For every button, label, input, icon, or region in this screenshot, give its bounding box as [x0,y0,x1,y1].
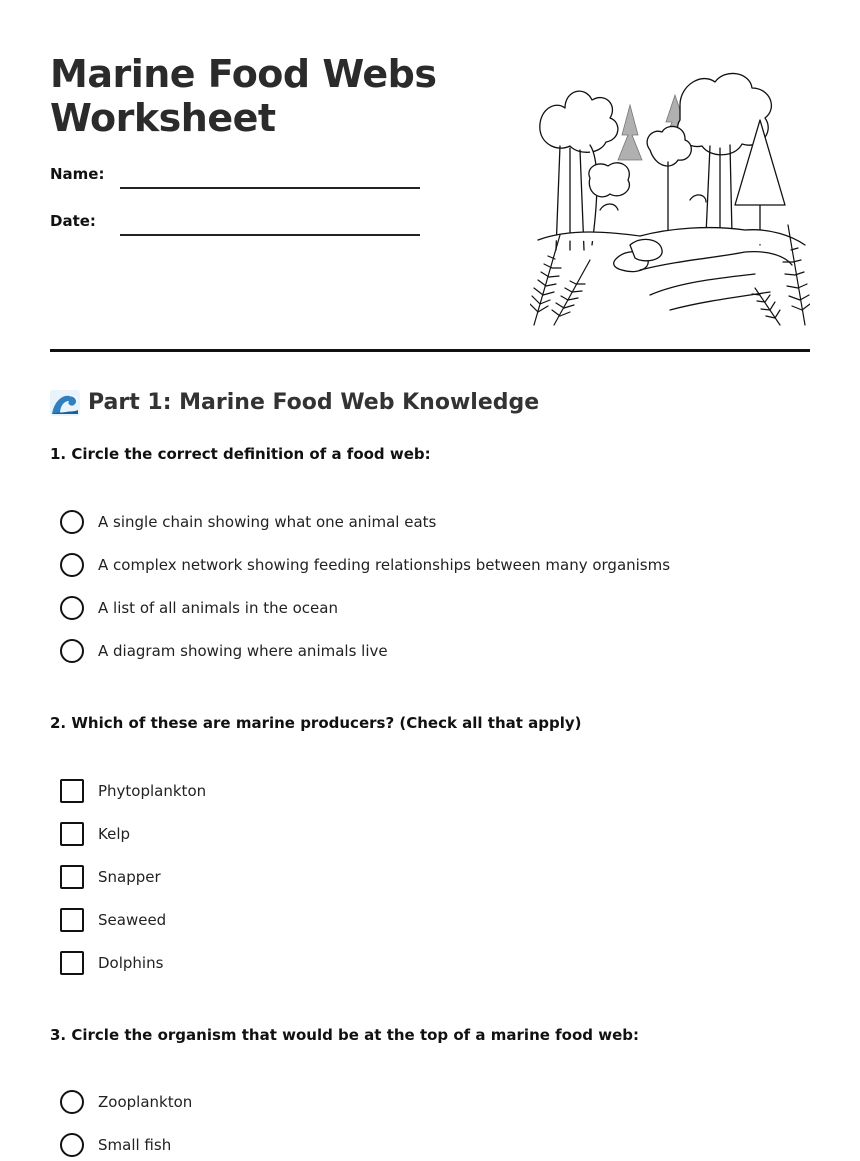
radio-circle[interactable] [60,639,84,663]
option-label: Zooplankton [98,1093,193,1111]
q1-option-b[interactable] [60,552,670,578]
checkbox[interactable] [60,865,84,889]
radio-circle[interactable] [60,510,84,534]
header-divider [50,349,810,352]
q2-option-snapper[interactable] [60,864,161,890]
part1-heading [50,388,539,418]
ocean-wave-icon [50,390,80,416]
checkbox[interactable] [60,951,84,975]
name-label: Name: [50,165,105,183]
option-label: Kelp [98,825,131,843]
option-label: Dolphins [98,954,164,972]
date-label: Date: [50,212,96,230]
q1-option-c[interactable] [60,595,338,621]
option-label: A list of all animals in the ocean [98,599,338,617]
q3-option-small-fish[interactable] [60,1132,171,1158]
question-1-prompt: 1. Circle the correct definition of a food web: [50,445,431,463]
option-label: Seaweed [98,911,167,929]
checkbox[interactable] [60,822,84,846]
radio-circle[interactable] [60,596,84,620]
date-field[interactable] [120,234,420,236]
q2-option-dolphins[interactable] [60,950,163,976]
q2-option-seaweed[interactable] [60,907,166,933]
name-field[interactable] [120,187,420,189]
part1-heading-text: Part 1: Marine Food Web Knowledge [88,390,540,415]
q2-option-kelp[interactable] [60,821,130,847]
option-label: Snapper [98,868,161,886]
q1-option-d[interactable] [60,638,388,664]
q2-option-phytoplankton[interactable] [60,778,206,804]
worksheet-title: Marine Food Webs Worksheet [50,52,437,140]
radio-circle[interactable] [60,1090,84,1114]
radio-circle[interactable] [60,553,84,577]
checkbox[interactable] [60,908,84,932]
option-label: Small fish [98,1136,172,1154]
question-2-prompt: 2. Which of these are marine producers? (Check all that apply) [50,714,582,732]
q1-option-a[interactable] [60,509,436,535]
q3-option-zooplankton[interactable] [60,1089,192,1115]
question-3-prompt: 3. Circle the organism that would be at the top of a marine food web: [50,1026,639,1044]
option-label: Phytoplankton [98,782,207,800]
radio-circle[interactable] [60,1133,84,1157]
option-label: A single chain showing what one animal eats [98,513,437,531]
checkbox[interactable] [60,779,84,803]
option-label: A complex network showing feeding relationships between many organisms [98,556,671,574]
option-label: A diagram showing where animals live [98,642,388,660]
forest-stream-illustration [530,60,810,328]
